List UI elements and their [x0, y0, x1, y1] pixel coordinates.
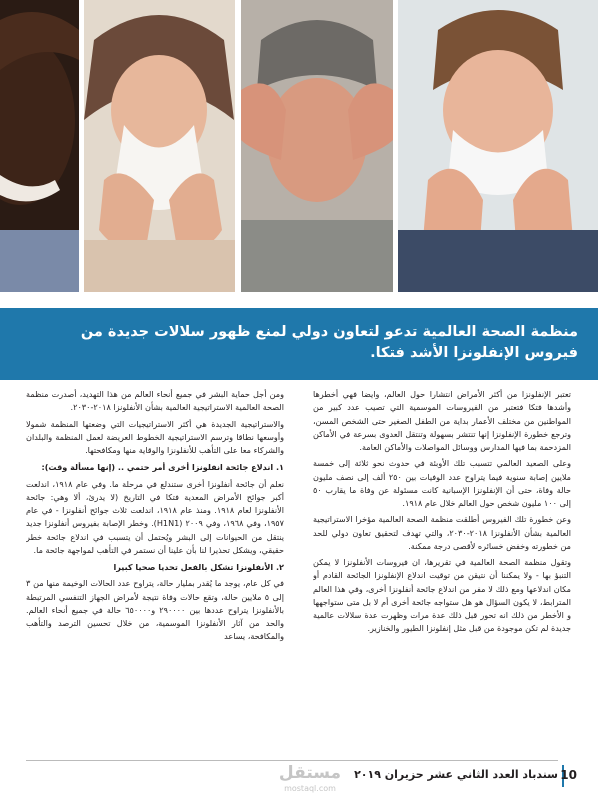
watermark-latin: mostaql.com [284, 784, 336, 793]
paragraph: ومن أجل حماية البشر في جميع أنحاء العالم من هذا التهديد، أصدرت منظمة الصحة العالمية الاستراتيجية العالمية بشأن الأنفلونزا ٢٠١٨-٢٠٣٠. [26, 389, 284, 413]
headline-banner [0, 308, 598, 380]
header-photo-strip [0, 0, 598, 292]
paragraph: نعلم أن جائحة أنفلونزا أخرى ستندلع في مرحلة ما. وفي عام ١٩١٨، اندلعت أكبر جوائح الأمراض المعدية فتكا في التاريخ (لا يدرئ، ألا وهي: جائحة الأنفلونزا لعام ١٩١٨. ومنذ عام ١٩١٨، اندلعت ثلاث جوائح أنفلونزا - في عام ١٩٥٧، وفي ١٩٦٨، وفي ٢٠٠٩ (H1N1). وخطر الإصابة بفيروس أنفلونزا جديد ينتقل من الحيوانات إلى البشر ويُحتمل أن يتسبب في اندلاع جائحة خطر حقيقي، ويشكل تحذيرا لنا بأن علينا أن نستمر في التأهب لمواجهة جائحة ما. [26, 478, 284, 555]
photo-man-migraine [241, 0, 393, 292]
photo-woman-sneezing [84, 0, 235, 292]
paragraph: وعلى الصعيد العالمي تتسبب تلك الأوبئة في حدوث نحو ثلاثة إلى خمسة ملايين إصابة سنوية فيما يتراوح عدد الوفيات بين ٢٥٠ ألف إلى نصف مليون حالة وفاة، حتى أن الإنفلونزا الإسبانية كانت مسئولة عن وفاة ما يقارب ٥٠ إلى ١٠٠ مليون شخص حول العالم خلال عام ١٩١٨. [313, 458, 571, 508]
photo-man-blowing-nose [398, 0, 598, 292]
article-body [0, 388, 598, 750]
paragraph: في كل عام، يوجد ما يُقدر بمليار حالة، يتراوح عدد الحالات الوخيمة منها من ٣ إلى ٥ ملايين حالة، وتقع حالات وفاة نتيجة لأمراض الجهاز التنفسي المرتبطة بالأنفلونزا يتراوح عددها بين ٢٩٠٠٠٠ و٦٥٠٠٠٠ حالة في جميع أنحاء العالم. والحد من آثار الأنفلونزا الموسمية، من خلال تحسين الترصد والتأهب والمكافحة، يساعد [26, 578, 284, 642]
watermark [268, 762, 352, 794]
paragraph: وعن خطورة تلك الفيروس أطلقت منظمة الصحة العالمية مؤخرا الاستراتيجية العالمية بشأن الأنفلونزا ٢٠١٨-٢٠٣٠، والتي تهدف لتحقيق تعاون دولي للحد من خطورته وخفض خسائره لأقصى درجة ممكنة. [313, 514, 571, 551]
page-footer [0, 760, 598, 804]
paragraph: تعتبر الإنفلونزا من أكثر الأمراض انتشارا حول العالم، وايضا فهي أخطرها وأشدها فتكا فتعتبر من الفيروسات الموسمية التي تصيب عدد كبير من المواطنين من مختلف الأعمار بداية من الطفل الصغير حتى الشخص المسن، وترجع خطورة الإنفلونزا إنها تنتشر بسهولة وتنتقل العدوى بسرعة في الأماكن المزدحمة بما فيها المدارس ووسائل المواصلات والأماكن العامة. [313, 389, 571, 452]
issue-label: سندباد العدد الثاني عشر حزيران ٢٠١٩ [354, 768, 558, 781]
section-heading: ٢. الأنفلونزا تشكل بالفعل تحديا صحيا كبيرا [113, 562, 284, 572]
article-column-right [313, 388, 571, 750]
paragraph: والاستراتيجية الجديدة هي أكثر الاستراتيجيات التي وضعتها المنظمة شمولا وأوسعها نطاقا وترسم الاستراتيجية الخطوط العريضة لعمل المنظمة والبلدان والشركاء معا على التأهب للأنفلونزا والوقاية منها ومكافحتها. [26, 418, 284, 455]
watermark-arabic: مستقل [278, 763, 342, 783]
page-number: 10 [560, 768, 577, 782]
paragraph: وتقول منظمة الصحة العالمية في تقريرها، ان فيروسات الأنفلونزا لا يمكن التنبؤ بها - ولا يمكننا أن نتيقن من توقيت اندلاع الإنفلونزا الجائحة القادم أو مكان اندلاعها ومع ذلك لا مفر من اندلاع جائحة أنفلونزا أخرى، وفي هذا العالم المترابط، لا يكون السؤال هو هل ستواجه جائحة أخرى أم لا بل متى ستواجهها و الأخطر من ذلك انه تحور قبل ذلك عدة مرات وظهرت عدة سلالات عالمية جديدة لم تكن موجودة من قبل مثل إنفلونزا الطيور والخنازير. [313, 557, 571, 634]
article-headline: منظمة الصحة العالمية تدعو لتعاون دولي لمنع ظهور سلالات جديدة من فيروس الإنفلونزا الأشد فتكا. [80, 324, 578, 361]
article-column-left [26, 388, 284, 750]
section-heading: ١. اندلاع جائحة انفلونزا أخرى أمر حتمي .. (إنها مسألة وقت): [41, 462, 284, 473]
photo-man-headache [0, 0, 79, 292]
footer-divider [26, 760, 558, 761]
